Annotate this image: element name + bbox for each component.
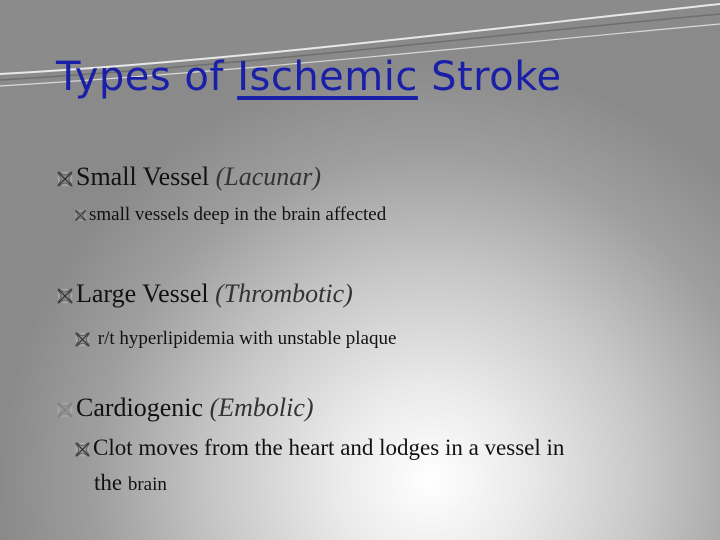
sub-bullet-cardiogenic-continuation: the brain (94, 470, 167, 495)
sub-bullet-icon (74, 209, 87, 222)
bullet-large-vessel: Large Vessel (Thrombotic) (56, 279, 353, 309)
bullet-cardiogenic: Cardiogenic (Embolic) (56, 393, 314, 423)
bullet-icon (56, 170, 74, 188)
sub-bullet-small-vessel: small vessels deep in the brain affected (74, 204, 386, 226)
sub-bullet-cardiogenic: Clot moves from the heart and lodges in a vessel in (74, 435, 564, 461)
sub-bullet-large-vessel: r/t hyperlipidemia with unstable plaque (74, 328, 396, 350)
bullet-small-vessel: Small Vessel (Lacunar) (56, 162, 321, 192)
title-underlined-word: Ischemic (237, 54, 418, 100)
bullet-icon (56, 401, 74, 419)
bullet-icon (56, 287, 74, 305)
sub-bullet-icon (74, 441, 91, 458)
sub-bullet-icon (74, 331, 91, 348)
slide-title: Types of Ischemic Stroke (56, 54, 562, 100)
